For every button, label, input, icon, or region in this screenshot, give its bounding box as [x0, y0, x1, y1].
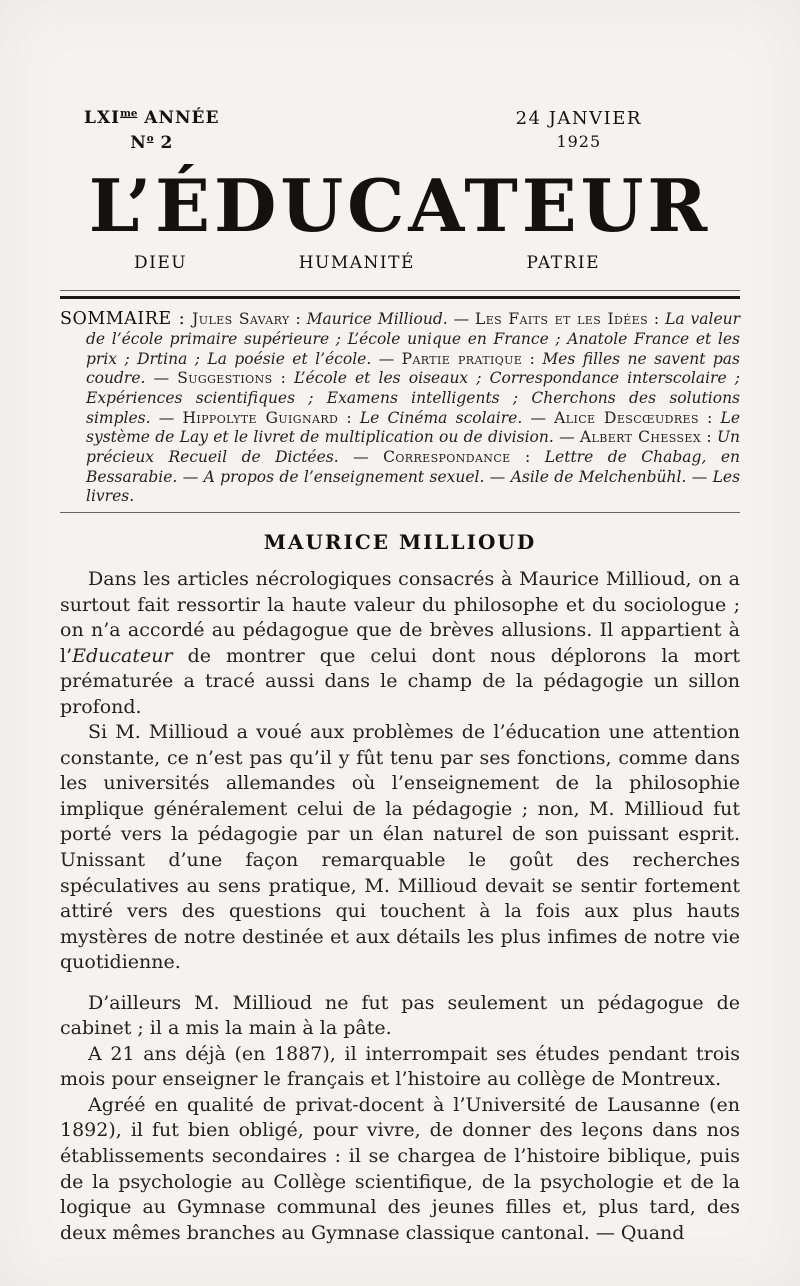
issue-volume: $LXI^{me}$ ANNÉE: [84, 107, 220, 128]
article-paragraph: Si M. Millioud a voué aux problèmes de l’éducation une attention constante, ce n’est pas qu’il y fût tenu par ses fonctions, comme dans les universités allemandes où l’enseignement de la philosophie implique généralement celui de la pédagogie ; non, M. Millioud fut porté vers la pédagogie par un élan naturel de son puissant esprit. Unissant d’une façon remarquable le goût des recherches spéculatives au sens pratique, M. Millioud devait se sentir fortement attiré vers des questions qui touchent à la fois aux plus hauts mystères de notre destinée et aux détails les plus infimes de notre vie quotidienne.: [60, 721, 740, 974]
sommaire-bottom-rule: [60, 512, 740, 513]
issue-header: [60, 106, 740, 155]
issue-date: 24 JANVIER: [515, 108, 642, 129]
issue-date-block: [516, 106, 642, 154]
article-paragraph: D’ailleurs M. Millioud ne fut pas seulement un pédagogue de cabinet ; il a mis la main à la pâte.: [60, 991, 740, 1040]
article-body: [60, 567, 740, 1246]
article-paragraph: A 21 ans déjà (en 1887), il interrompait ses études pendant trois mois pour enseigner le français et l’histoire au collège de Montreux.: [60, 1042, 740, 1091]
motto-humanite: HUMANITÉ: [298, 252, 415, 273]
issue-volume-block: [84, 106, 219, 155]
motto-row: [60, 253, 740, 273]
masthead-rule-thin: [60, 290, 740, 291]
article-heading: MAURICE MILLIOUD: [263, 530, 537, 554]
motto-dieu: DIEU: [134, 252, 188, 273]
masthead-rule-thick: [60, 296, 740, 299]
article-paragraph: Agréé en qualité de privat-docent à l’Université de Lausanne (en 1892), il fut bien obligé, pour vivre, de donner des leçons dans nos établissements secondaires : il se chargea de l’histoire biblique, puis de la psychologie au Collège scientifique, de la psychologie et de la logique au Gymnase communal des jeunes filles et, plus tard, des deux mêmes branches au Gymnase classique cantonal. — Quand: [60, 1093, 740, 1244]
motto-patrie: PATRIE: [526, 252, 600, 273]
masthead-title: L’ÉDUCATEUR: [88, 163, 712, 249]
article-paragraph: Dans les articles nécrologiques consacrés à Maurice Millioud, on a surtout fait ressortir la haute valeur du philosophe et du sociologue ; on n’a accordé au pédagogue que de brèves allusions. Il appartient à l’Educateur de montrer que celui dont nous déplorons la mort prématurée a tracé aussi dans le champ de la pédagogie un sillon profond.: [60, 568, 740, 718]
issue-number: $N^o$ 2: [130, 131, 174, 153]
issue-year: 1925: [556, 132, 602, 152]
sommaire-paragraph: SOMMAIRE : Jules Savary : Maurice Millioud. — Les Faits et les Idées : La valeur de l’école primaire supérieure ; L’école unique en France ; Anatole France et les prix ; Drtina ; La poésie et l’école. — Partie pratique : Mes filles ne savent pas coudre. — Suggestions : L’école et les oiseaux ; Correspondance interscolaire ; Expériences scientifiques ; Examens intelligents ; Cherchons des solutions simples. — Hippolyte Guignard : Le Cinéma scolaire. — Alice Descœudres : Le système de Lay et le livret de multiplication ou de division. — Albert Chessex : Un précieux Recueil de Dictées. — Correspondance : Lettre de Chabag, en Bessarabie. — A propos de l’enseignement sexuel. — Asile de Melchenbühl. — Les livres.: [60, 308, 741, 506]
